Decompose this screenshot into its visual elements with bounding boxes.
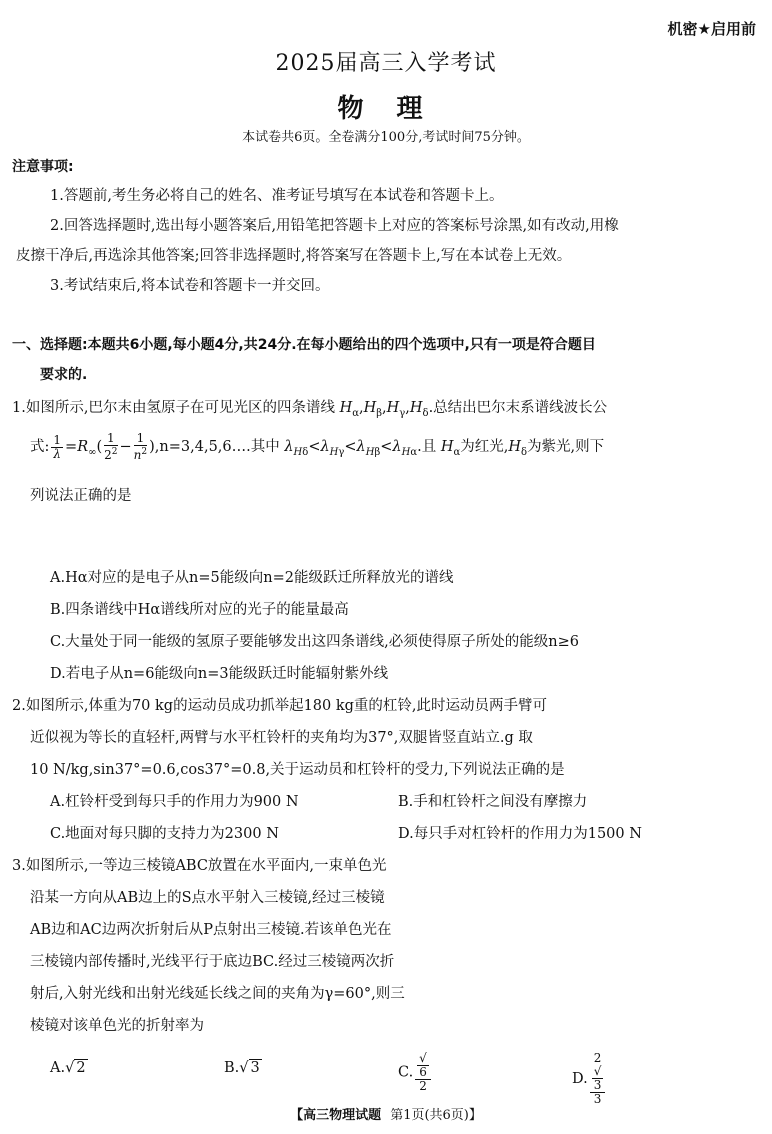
page-footer: 【高三物理试题 第1页(共6页)】 — [290, 1108, 482, 1123]
q1-option-d: D.若电子从n=6能级向n=3能级跃迁时能辐射紫外线 — [50, 666, 389, 682]
notice-item-1: 1.答题前,考生务必将自己的姓名、准考证号填写在本试卷和答题卡上。 — [50, 188, 504, 204]
exam-title: 2025届高三入学考试 — [275, 51, 497, 76]
q1-option-c: C.大量处于同一能级的氢原子要能够发出这四条谱线,必须使得原子所处的能级n≥6 — [50, 634, 580, 650]
q3-line-5: 射后,入射光线和出射光线延长线之间的夹角为γ=60°,则三 — [30, 986, 405, 1002]
section-1-heading-b: 要求的. — [40, 367, 88, 383]
q2-line-1: 2.如图所示,体重为70 kg的运动员成功抓举起180 kg重的杠铃,此时运动员两手臂可 — [12, 698, 548, 714]
notice-item-3: 3.考试结束后,将本试卷和答题卡一并交回。 — [50, 278, 330, 294]
q2-option-c: C.地面对每只脚的支持力为2300 N — [50, 826, 279, 842]
notice-item-2b: 皮擦干净后,再选涂其他答案;回答非选择题时,将答案写在答题卡上,写在本试卷上无效。 — [16, 248, 572, 264]
q1-line-1: 1.如图所示,巴尔末由氢原子在可见光区的四条谱线 $H_\alpha,H_\beta,H_\gamma,H_\delta$.总结出巴尔末系谱线波长公 — [12, 400, 608, 419]
q3-option-d: D. 2 √ 3 3 — [572, 1052, 607, 1106]
notice-heading: 注意事项: — [12, 159, 74, 175]
q3-line-1: 3.如图所示,一等边三棱镜ABC放置在水平面内,一束单色光 — [12, 858, 387, 874]
q2-option-d: D.每只手对杠铃杆的作用力为1500 N — [398, 826, 642, 842]
q3-option-b: B.√ 3 — [224, 1060, 260, 1076]
q2-option-b: B.手和杠铃杆之间没有摩擦力 — [398, 794, 588, 810]
q2-line-2: 近似视为等长的直轻杆,两臂与水平杠铃杆的夹角均为37°,双腿皆竖直站立.g 取 — [30, 730, 533, 746]
q3-line-3: AB边和AC边两次折射后从P点射出三棱镜.若该单色光在 — [30, 922, 392, 938]
q3-line-4: 三棱镜内部传播时,光线平行于底边BC.经过三棱镜两次折 — [30, 954, 395, 970]
section-1-heading-a: 一、选择题:本题共6小题,每小题4分,共24分.在每小题给出的四个选项中,只有一项是符合题目 — [12, 337, 596, 353]
exam-meta: 本试卷共6页。全卷满分100分,考试时间75分钟。 — [242, 130, 530, 145]
q1-option-b: B.四条谱线中Hα谱线所对应的光子的能量最高 — [50, 602, 349, 618]
q3-line-6: 棱镜对该单色光的折射率为 — [30, 1018, 204, 1034]
q3-option-c: C. √ 6 2 — [398, 1052, 433, 1093]
q2-line-3: 10 N/kg,sin37°=0.6,cos37°=0.8,关于运动员和杠铃杆的受力,下列说法正确的是 — [30, 762, 565, 778]
confidential-mark: 机密★启用前 — [667, 20, 756, 38]
q3-option-a: A.√ 2 — [50, 1060, 86, 1076]
q2-option-a: A.杠铃杆受到每只手的作用力为900 N — [50, 794, 299, 810]
q3-line-2: 沿某一方向从AB边上的S点水平射入三棱镜,经过三棱镜 — [30, 890, 385, 906]
q1-line-3: 列说法正确的是 — [30, 488, 132, 504]
formula-lhs: $\frac{1}{\lambda}$ — [53, 432, 62, 461]
q1-line-2: 式: $\frac{1}{\lambda}$ $=R_\infty$( $\frac{1}{2^2}$ − $\frac{1}{n^2}$ ),n=3,4,5,6….其中 $\lambda_{H\delta}<\lambda_{H\gamma}<\lambda_{H\beta}<\lambda_{H\alpha}$.且 $H_\alpha$为红光$,H_\delta$为紫光,则下 — [30, 431, 605, 462]
subject-title: 物 理 — [337, 94, 435, 124]
notice-item-2a: 2.回答选择题时,选出每小题答案后,用铅笔把答题卡上对应的答案标号涂黑,如有改动,用橡 — [50, 218, 619, 234]
q1-option-a: A.Hα对应的是电子从n=5能级向n=2能级跃迁所释放光的谱线 — [50, 570, 454, 586]
